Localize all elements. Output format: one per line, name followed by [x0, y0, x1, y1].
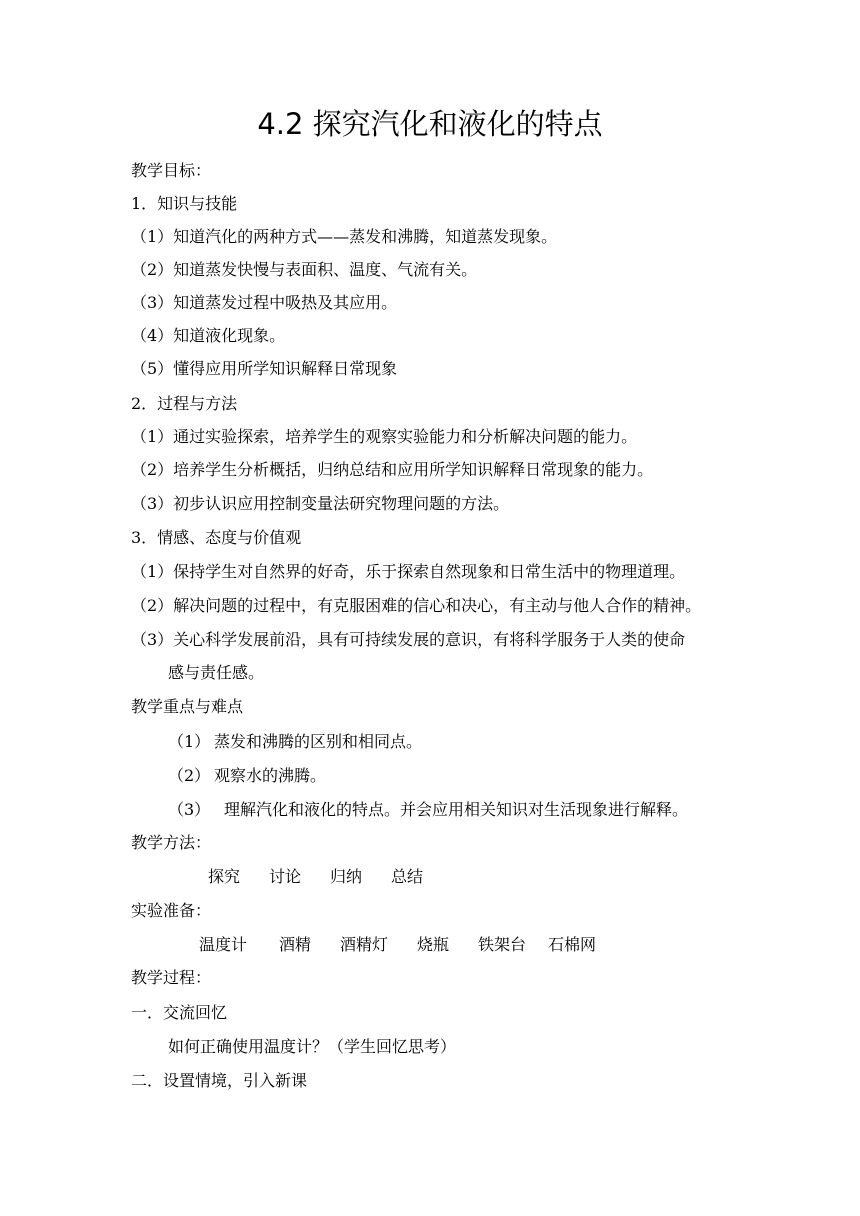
key-point-number: （1）: [168, 732, 211, 751]
section2-item: （2）培养学生分析概括，归纳总结和应用所学知识解释日常现象的能力。: [131, 460, 654, 479]
method-item: 讨论: [269, 867, 302, 886]
process-heading: 教学过程：: [131, 968, 212, 987]
section1-item: （4）知道液化现象。: [131, 326, 286, 345]
method-item: 总结: [391, 867, 424, 886]
key-point-item: [168, 798, 688, 822]
prep-item: 温度计: [199, 935, 248, 954]
section1-item: （5）懂得应用所学知识解释日常现象: [131, 359, 398, 378]
key-point-item: [168, 730, 422, 754]
key-point-number: （3）: [168, 800, 211, 819]
method-item: 探究: [208, 867, 241, 886]
section2-item: （3）初步认识应用控制变量法研究物理问题的方法。: [131, 494, 510, 513]
process-step-1: 一．交流回忆: [131, 1003, 228, 1022]
section2-item: （1）通过实验探索，培养学生的观察实验能力和分析解决问题的能力。: [131, 427, 638, 446]
key-points-heading: 教学重点与难点: [131, 697, 244, 716]
section1-heading: 1．知识与技能: [131, 194, 238, 213]
section3-item-continuation: 感与责任感。: [168, 663, 265, 682]
prep-item: 铁架台: [478, 935, 527, 954]
key-point-item: [168, 764, 326, 788]
method-item: 归纳: [330, 867, 363, 886]
key-point-text: 观察水的沸腾。: [214, 766, 327, 785]
section3-item: （3）关心科学发展前沿，具有可持续发展的意识，有将科学服务于人类的使命: [131, 630, 686, 649]
section3-item: （1）保持学生对自然界的好奇，乐于探索自然现象和日常生活中的物理道理。: [131, 562, 686, 581]
methods-heading: 教学方法：: [131, 833, 212, 852]
section1-item: （2）知道蒸发快慢与表面积、温度、气流有关。: [131, 260, 478, 279]
prep-item: 酒精灯: [340, 935, 389, 954]
prep-item: 酒精: [279, 935, 312, 954]
key-point-text: 蒸发和沸腾的区别和相同点。: [214, 732, 423, 751]
process-step-2: 二．设置情境，引入新课: [131, 1071, 308, 1090]
prep-heading: 实验准备：: [131, 901, 212, 920]
key-point-number: （2）: [168, 766, 211, 785]
section1-item: （3）知道蒸发过程中吸热及其应用。: [131, 293, 398, 312]
prep-item: 烧瓶: [417, 935, 450, 954]
section3-heading: 3．情感、态度与价值观: [131, 528, 302, 547]
methods-list: [208, 865, 423, 889]
document-title: 4.2 探究汽化和液化的特点: [257, 107, 603, 141]
section3-item: （2）解决问题的过程中，有克服困难的信心和决心，有主动与他人合作的精神。: [131, 596, 702, 615]
section2-heading: 2．过程与方法: [131, 394, 238, 413]
process-step-1-detail: 如何正确使用温度计？（学生回忆思考）: [168, 1037, 457, 1056]
section1-item: （1）知道汽化的两种方式——蒸发和沸腾，知道蒸发现象。: [131, 227, 558, 246]
objectives-heading: 教学目标：: [131, 161, 212, 180]
prep-item: 石棉网: [548, 935, 597, 954]
key-point-text: 理解汽化和液化的特点。并会应用相关知识对生活现象进行解释。: [224, 800, 689, 819]
prep-list: [199, 933, 596, 957]
